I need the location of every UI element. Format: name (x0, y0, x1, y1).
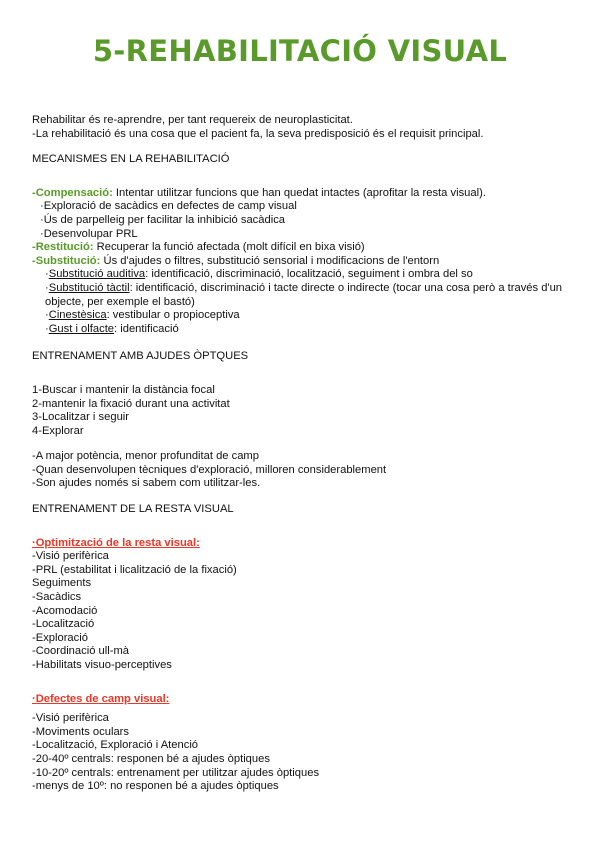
term: Substitució tàctil (48, 281, 130, 294)
list-item (32, 282, 577, 309)
optimitzacio-heading: ·Optimització de la resta visual: (32, 536, 200, 549)
restitucio-text: Recuperar la funció afectada (molt difícil en bixa visió) (93, 241, 365, 254)
list-item: -Sacàdics (32, 591, 82, 604)
note-item: -A major potència, menor profunditat de camp (32, 450, 259, 463)
note-item: -Quan desenvolupen tècniques d'exploració, milloren considerablement (32, 463, 387, 476)
list-item: -Moviments oculars (32, 725, 129, 738)
substitucio-label: -Substitució: (32, 254, 101, 267)
section-heading-resta: ENTRENAMENT DE LA RESTA VISUAL (32, 503, 234, 516)
list-item: -Localització, Exploració i Atenció (32, 739, 199, 752)
list-item: -Localització (32, 618, 95, 631)
step-item: 1-Buscar i mantenir la distància focal (32, 383, 215, 396)
defectes-heading: ·Defectes de camp visual: (32, 692, 170, 705)
list-item: -Habilitats visuo-perceptives (32, 659, 172, 671)
list-item (32, 323, 577, 337)
term: Gust i olfacte (48, 322, 115, 335)
list-item: -Visió perifèrica (32, 550, 109, 563)
term: Substitució auditiva (48, 268, 146, 281)
bullet: · (45, 322, 49, 335)
intro-line: Rehabilitar és re-aprendre, per tant requereix de neuroplasticitat. (32, 114, 353, 126)
list-item: -Coordinació ull-mà (32, 645, 129, 658)
list-item: -20-40º centrals: responen bé a ajudes òptiques (32, 752, 270, 765)
list-item (32, 309, 577, 323)
term-desc: : vestibular o propioceptiva (106, 309, 240, 322)
list-item: -10-20º centrals: entrenament per utilitzar ajudes òptiques (32, 766, 320, 779)
term-desc: : identificació, discriminació, localització, seguiment i ombra del so (145, 268, 473, 281)
intro-line: -La rehabilitació és una cosa que el pacient fa, la seva predisposició és el requisit principal. (32, 127, 484, 140)
compensacio-label: -Compensació: (32, 186, 113, 199)
bullet: · (45, 309, 49, 322)
term-desc: : identificació, discriminació i tacte directe o indirecte (tocar una cosa però a través d'un objecte, per exemple el bastó) (45, 281, 563, 308)
list-item: -menys de 10º: no responen bé a ajudes òptiques (32, 780, 279, 793)
section-heading-ajudes: ENTRENAMENT AMB AJUDES ÒPTQUES (32, 350, 249, 363)
step-item: 4-Explorar (32, 424, 84, 437)
list-item: -Exploració (32, 631, 88, 644)
step-item: 2-mantenir la fixació durant una activitat (32, 397, 230, 410)
list-item: ·Ús de parpelleig per facilitar la inhibició sacàdica (40, 213, 286, 226)
restitucio-line (32, 241, 577, 255)
bullet: · (45, 281, 49, 294)
substitucio-line (32, 255, 577, 269)
substitucio-text: Ús d'ajudes o filtres, substitució sensorial i modificacions de l'entorn (100, 254, 440, 267)
term-desc: : identificació (114, 322, 179, 335)
section-heading-mecanismes: MECANISMES EN LA REHABILITACIÓ (32, 153, 230, 166)
note-item: -Son ajudes només si sabem com utilitzar-les. (32, 477, 261, 490)
list-item: ·Exploració de sacàdics en defectes de camp visual (40, 200, 297, 213)
list-item: -PRL (estabilitat i licalització de la fixació) (32, 563, 237, 576)
page-title: 5-REHABILITACIÓ VISUAL (92, 34, 508, 68)
list-item: -Visió perifèrica (32, 712, 109, 725)
compensacio-line (32, 187, 577, 201)
restitucio-label: -Restitució: (32, 241, 94, 254)
compensacio-text: Intentar utilitzar funcions que han quedat intactes (aprofitar la resta visual). (112, 186, 486, 199)
list-item: -Acomodació (32, 604, 98, 617)
step-item: 3-Localitzar i seguir (32, 411, 130, 424)
term: Cinestèsica (48, 309, 107, 322)
list-item: Seguiments (32, 577, 92, 590)
list-item (32, 268, 577, 282)
document-body (32, 114, 577, 794)
bullet: · (45, 268, 49, 281)
list-item: ·Desenvolupar PRL (40, 227, 138, 240)
